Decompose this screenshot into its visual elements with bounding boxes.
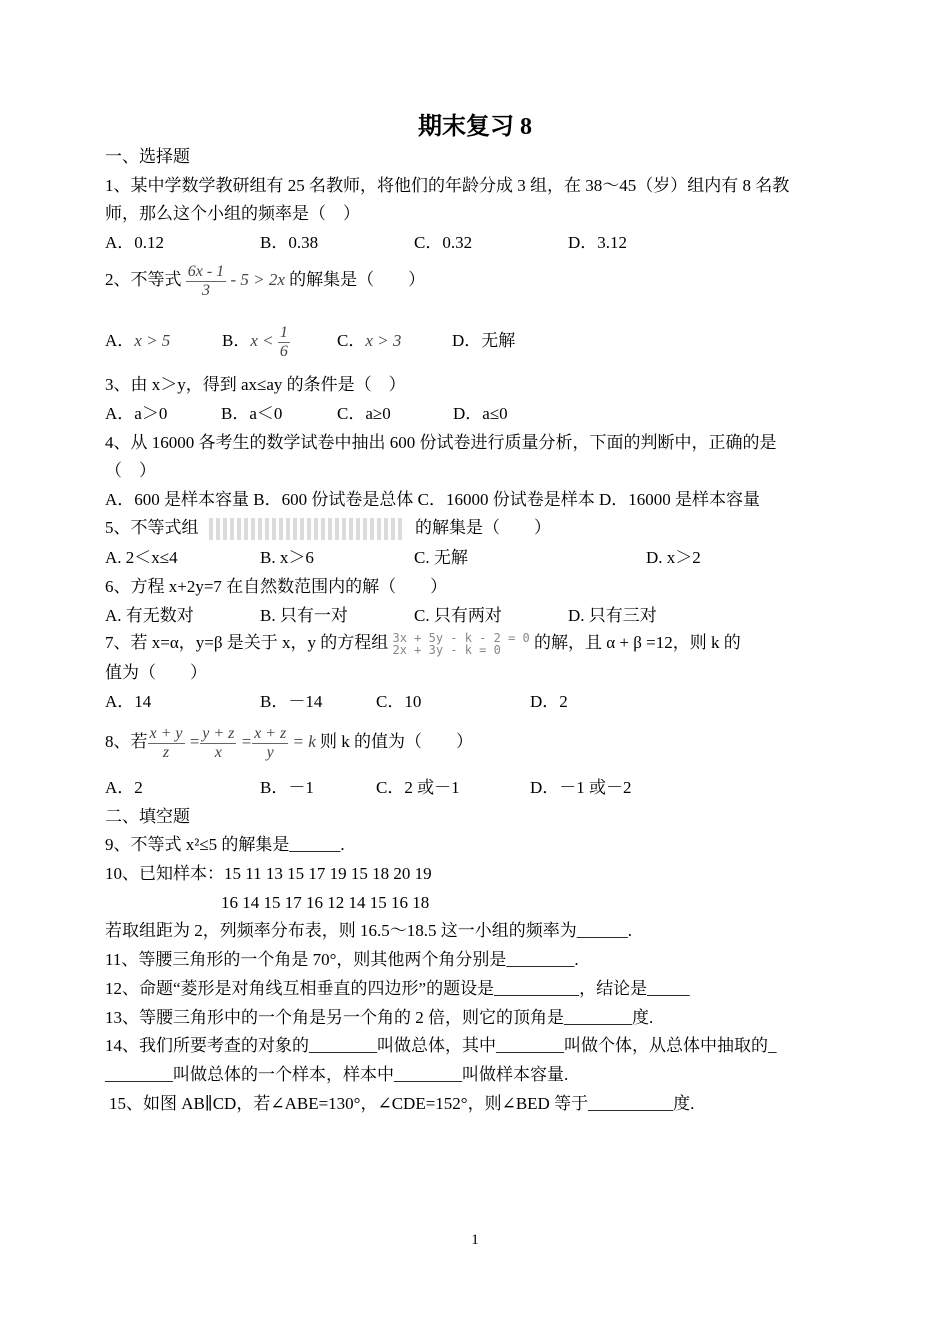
- q8-fraction-2: [200, 725, 236, 762]
- q2-suffix: 的解集是（ ）: [289, 270, 426, 289]
- q2-option-b-label: B．: [222, 331, 251, 350]
- question-13: 13、等腰三角形中的一个角是另一个角的 2 倍，则它的顶角是________度.: [105, 1008, 654, 1027]
- question-1-line2: 师，那么这个小组的频率是（ ）: [105, 204, 360, 223]
- q2-option-a-math: x > 5: [134, 331, 171, 350]
- question-2: [105, 262, 425, 300]
- question-4-line1: 4、从 16000 各考生的数学试卷中抽出 600 份试卷进行质量分析，下面的判断中，正确的是: [105, 433, 777, 452]
- question-11: 11、等腰三角形的一个角是 70°，则其他两个角分别是________.: [105, 950, 579, 969]
- question-4-line2: （ ）: [105, 461, 156, 480]
- q8-option-a: A．2: [105, 778, 143, 797]
- q2-option-c-math: x > 3: [365, 331, 402, 350]
- q7-equation-1: 3x + 5y - k - 2 = 0: [392, 631, 530, 646]
- question-7: [105, 632, 741, 656]
- q3-option-a: A．a＞0: [105, 404, 168, 423]
- q5-option-b: B. x＞6: [260, 548, 314, 567]
- q2-prefix: 2、不等式: [105, 270, 182, 289]
- section-fill-heading: 二、填空题: [105, 807, 190, 826]
- question-12: 12、命题“菱形是对角线互相垂直的四边形”的题设是__________，结论是_____: [105, 979, 690, 998]
- q6-option-b: B. 只有一对: [260, 606, 348, 625]
- q8-fraction-3: [252, 725, 288, 762]
- q1-option-c: C．0.32: [414, 233, 473, 252]
- question-14-line2: ________叫做总体的一个样本，样本中________叫做样本容量.: [105, 1065, 569, 1084]
- q6-option-c: C. 只有两对: [414, 606, 502, 625]
- q2-option-b-num: 1: [279, 323, 288, 341]
- q8-option-d: D．－1 或－2: [530, 778, 632, 797]
- question-8: 8、若 $\frac{x + y}{z}$ = $\frac{y + z}{x}$ = $\frac{x + z}{y}$ = k 则 k 的值为（ ）: [105, 724, 473, 761]
- q7-option-d: D．2: [530, 692, 568, 711]
- q6-option-d: D. 只有三对: [568, 606, 657, 625]
- q8-equals-k: = k: [292, 732, 316, 751]
- q1-option-a: A．0.12: [105, 233, 165, 252]
- q7-suffix: 的解，且 α + β =12，则 k 的: [534, 633, 741, 652]
- q2-option-c-label: C．: [337, 331, 366, 350]
- q2-fraction-num: 6x - 1: [187, 262, 225, 280]
- q8-fraction-3-den: y: [266, 743, 274, 761]
- page-title: 期末复习 8: [418, 114, 532, 140]
- q2-option-c: [337, 323, 401, 359]
- q2-option-b-math: x <: [250, 331, 274, 350]
- q2-option-d: D．无解: [452, 331, 516, 350]
- q7-option-b: B．－14: [260, 692, 323, 711]
- q2-fraction: [186, 263, 226, 300]
- q2-option-b-den: 6: [279, 342, 288, 360]
- q8-fraction-3-num: x + z: [254, 724, 287, 742]
- q5-suffix: 的解集是（ ）: [415, 518, 551, 537]
- q8-fraction-2-num: y + z: [202, 724, 235, 742]
- q8-prefix: 8、若: [105, 732, 148, 751]
- q1-option-b: B．0.38: [260, 233, 319, 252]
- q5-option-d: D. x＞2: [646, 548, 701, 567]
- question-10-line2: 16 14 15 17 16 12 14 15 16 18: [221, 893, 430, 912]
- q2-option-b-fraction: [278, 324, 290, 361]
- q7-equation-2: 2x + 3y - k = 0: [392, 643, 501, 658]
- q8-fraction-2-den: x: [214, 743, 222, 761]
- q8-option-c: C．2 或－1: [376, 778, 460, 797]
- page-number: 1: [471, 1232, 479, 1248]
- q2-option-a: [105, 323, 170, 359]
- question-10-line3: 若取组距为 2，列频率分布表，则 16.5～18.5 这一小组的频率为______.: [105, 921, 632, 940]
- q8-fraction-1-den: z: [162, 743, 170, 761]
- q7-option-a: A．14: [105, 692, 152, 711]
- q7-option-c: C．10: [376, 692, 422, 711]
- q8-fraction-1: [148, 725, 185, 762]
- q3-option-d: D．a≤0: [453, 404, 508, 423]
- question-14-line1: 14、我们所要考查的对象的________叫做总体，其中________叫做个体，从总体中抽取的_: [105, 1036, 777, 1055]
- q5-option-a: A. 2＜x≤4: [105, 548, 178, 567]
- question-5: [105, 517, 551, 540]
- q2-fraction-den: 3: [201, 281, 210, 299]
- section-choice-heading: 一、选择题: [105, 147, 190, 166]
- question-3: 3、由 x＞y，得到 ax≤ay 的条件是（ ）: [105, 375, 406, 394]
- q8-fraction-1-num: x + y: [149, 724, 183, 742]
- question-7-line2: 值为（ ）: [105, 663, 207, 682]
- question-10-line1: 10、已知样本：15 11 13 15 17 19 15 18 20 19: [105, 864, 432, 883]
- question-6: 6、方程 x+2y=7 在自然数范围内的解（ ）: [105, 577, 448, 596]
- q2-expression-rest: - 5 > 2x: [226, 270, 285, 289]
- q3-option-b: B．a＜0: [221, 404, 283, 423]
- q7-prefix: 7、若 x=α，y=β 是关于 x，y 的方程组: [105, 633, 389, 652]
- q3-option-c: C．a≥0: [337, 404, 391, 423]
- question-9: 9、不等式 x²≤5 的解集是______.: [105, 835, 345, 854]
- question-1-line1: 1、某中学数学教研组有 25 名教师，将他们的年龄分成 3 组，在 38～45（岁）组内有 8 名教: [105, 176, 790, 195]
- q4-options: A．600 是样本容量 B．600 份试卷是总体 C．16000 份试卷是样本 D．16000 是样本容量: [105, 490, 760, 509]
- q8-option-b: B．－1: [260, 778, 314, 797]
- q6-option-a: A. 有无数对: [105, 606, 194, 625]
- q5-inequality-system-image: [209, 518, 405, 540]
- q2-option-b: [222, 323, 290, 361]
- q7-equation-system: [392, 632, 529, 656]
- q5-option-c: C. 无解: [414, 548, 468, 567]
- q5-prefix: 5、不等式组: [105, 518, 199, 537]
- q2-option-a-label: A．: [105, 331, 135, 350]
- q8-suffix: 则 k 的值为（ ）: [320, 732, 473, 751]
- question-15: 15、如图 AB∥CD，若∠ABE=130°，∠CDE=152°，则∠BED 等于__________度.: [109, 1094, 695, 1113]
- q1-option-d: D．3.12: [568, 233, 628, 252]
